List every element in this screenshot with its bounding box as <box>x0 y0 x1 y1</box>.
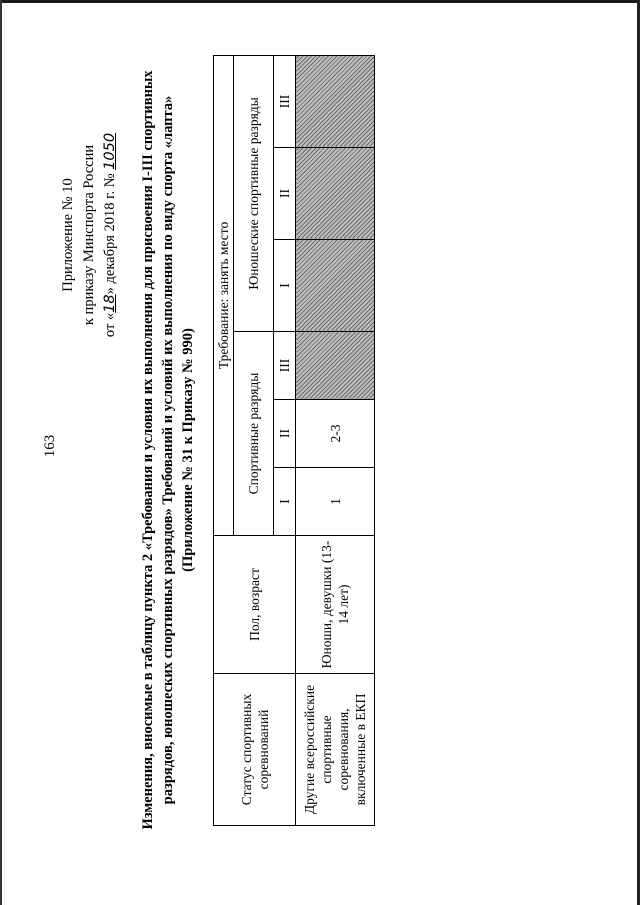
page-number: 163 <box>42 434 58 458</box>
cell-rank-1: 1 <box>296 468 375 536</box>
date-prefix: от « <box>102 312 118 338</box>
header-youth-ranks: Юношеские спортивные разряды <box>234 55 274 331</box>
rank-label: I <box>274 468 296 536</box>
header-status: Статус спортивных соревнований <box>214 674 296 826</box>
handwritten-order-number: 1050 <box>102 132 118 170</box>
cell-youth-1-shaded <box>296 240 375 332</box>
rank-label: II <box>274 148 296 240</box>
document-title: Изменения, вносимые в таблицу пункта 2 «Требования и условия их выполнения для присвоения I-III спортивных разрядов, юношеских спортивных разрядов» Требований и условий их выполнения по виду спорта «лапта» (Приложение № 31 к Приказу № 990) <box>140 70 196 830</box>
requirements-table <box>213 55 375 826</box>
handwritten-day: 18 <box>102 294 118 313</box>
appendix-header <box>58 85 121 385</box>
cell-gender-age: Юноши, девушки (13-14 лет) <box>296 536 375 674</box>
rank-label: III <box>274 55 296 147</box>
header-sport-ranks: Спортивные разряды <box>234 332 274 536</box>
cell-rank-2: 2-3 <box>296 400 375 468</box>
appendix-line3 <box>100 85 121 385</box>
appendix-line2: к приказу Минспорта России <box>81 144 97 326</box>
cell-youth-2-shaded <box>296 148 375 240</box>
date-mid: » декабря 2018 г. № <box>102 173 118 295</box>
rank-label: II <box>274 400 296 468</box>
rank-label: III <box>274 332 296 400</box>
header-gender-age: Пол, возраст <box>214 536 296 674</box>
cell-rank-3-shaded <box>296 332 375 400</box>
cell-youth-3-shaded <box>296 55 375 147</box>
rank-label: I <box>274 240 296 332</box>
appendix-line1: Приложение № 10 <box>60 178 76 292</box>
header-requirement: Требование: занять место <box>214 55 234 535</box>
cell-status: Другие всероссийские спортивные соревнования, включенные в ЕКП <box>296 674 375 826</box>
